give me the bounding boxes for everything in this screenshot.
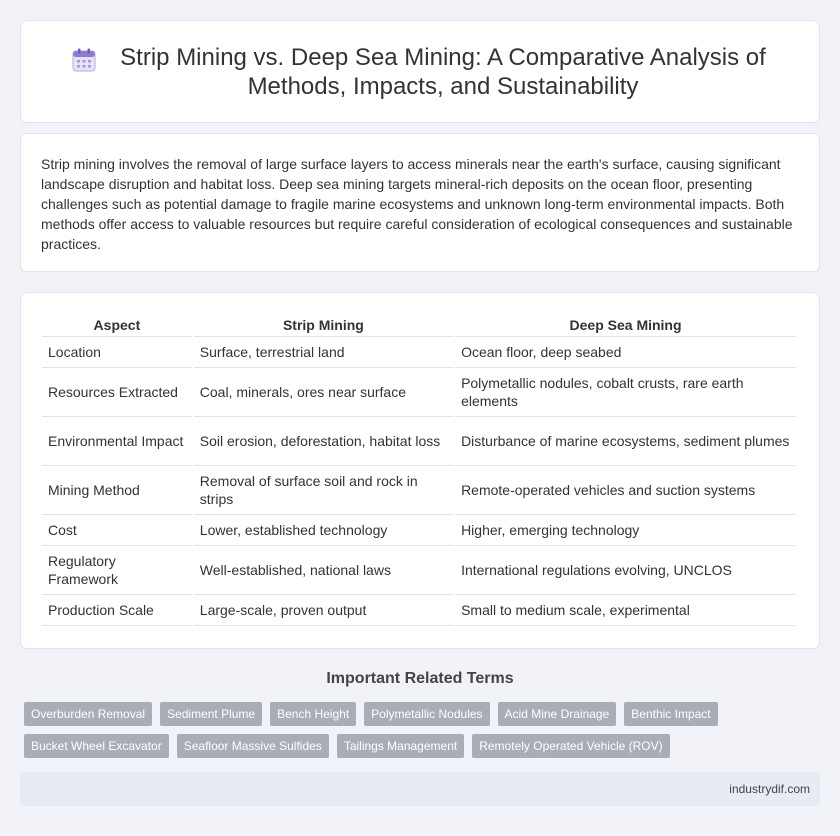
intro-paragraph: Strip mining involves the removal of large surface layers to access minerals near the earth's surface, causing significant landscape disruption and habitat loss. Deep sea mining targets mineral-rich deposits on the ocean floor, presenting challenges such as potential damage to fragile marine ecosystems and unknown long-term environmental impacts. Both methods offer access to valuable resources but require careful consideration of ecological consequences and sustainable practices. (41, 156, 793, 252)
table-cell: Surface, terrestrial land (194, 337, 453, 368)
tag-sediment-plume[interactable]: Sediment Plume (160, 702, 262, 726)
page-title: Strip Mining vs. Deep Sea Mining: A Comparative Analysis of Methods, Impacts, and Sustainability (120, 43, 766, 100)
comparison-table (40, 313, 798, 626)
table-cell: Mining Method (42, 466, 192, 515)
related-terms-tags (24, 702, 824, 766)
title-card (20, 20, 820, 123)
table-row (42, 515, 796, 546)
table-cell: International regulations evolving, UNCLOS (455, 546, 796, 595)
related-terms-title: Important Related Terms (326, 670, 514, 687)
tag-seafloor-massive-sulfides[interactable]: Seafloor Massive Sulfides (177, 734, 329, 758)
tag-remotely-operated-vehicle[interactable]: Remotely Operated Vehicle (ROV) (472, 734, 669, 758)
table-cell: Coal, minerals, ores near surface (194, 368, 453, 417)
table-cell: Production Scale (42, 595, 192, 626)
table-cell: Lower, established technology (194, 515, 453, 546)
table-cell: Cost (42, 515, 192, 546)
table-cell: Small to medium scale, experimental (455, 595, 796, 626)
header-strip-mining: Strip Mining (194, 313, 453, 337)
footer (20, 772, 820, 806)
header-aspect: Aspect (42, 313, 192, 337)
table-cell: Removal of surface soil and rock in strips (194, 466, 453, 515)
table-cell: Soil erosion, deforestation, habitat loss (194, 417, 453, 466)
table-row (42, 466, 796, 515)
table-row (42, 368, 796, 417)
table-cell: Environmental Impact (42, 417, 192, 466)
footer-site[interactable]: industrydif.com (729, 782, 810, 796)
table-cell: Resources Extracted (42, 368, 192, 417)
table-cell: Location (42, 337, 192, 368)
tag-bench-height[interactable]: Bench Height (270, 702, 356, 726)
tag-overburden-removal[interactable]: Overburden Removal (24, 702, 152, 726)
calendar-icon (71, 47, 97, 73)
header-deep-sea-mining: Deep Sea Mining (455, 313, 796, 337)
table-row (42, 337, 796, 368)
intro-card (20, 133, 820, 272)
table-cell: Large-scale, proven output (194, 595, 453, 626)
table-cell: Disturbance of marine ecosystems, sediment plumes (455, 417, 796, 466)
tag-tailings-management[interactable]: Tailings Management (337, 734, 464, 758)
table-header-row (42, 313, 796, 337)
table-cell: Remote-operated vehicles and suction systems (455, 466, 796, 515)
table-cell: Well-established, national laws (194, 546, 453, 595)
tag-benthic-impact[interactable]: Benthic Impact (624, 702, 717, 726)
table-row (42, 595, 796, 626)
comparison-table-card (20, 292, 820, 649)
table-row (42, 417, 796, 466)
table-cell: Regulatory Framework (42, 546, 192, 595)
table-cell: Polymetallic nodules, cobalt crusts, rare earth elements (455, 368, 796, 417)
table-row (42, 546, 796, 595)
tag-bucket-wheel-excavator[interactable]: Bucket Wheel Excavator (24, 734, 169, 758)
table-cell: Ocean floor, deep seabed (455, 337, 796, 368)
tag-acid-mine-drainage[interactable]: Acid Mine Drainage (498, 702, 617, 726)
table-cell: Higher, emerging technology (455, 515, 796, 546)
tag-polymetallic-nodules[interactable]: Polymetallic Nodules (364, 702, 489, 726)
title-wrap (21, 43, 819, 101)
